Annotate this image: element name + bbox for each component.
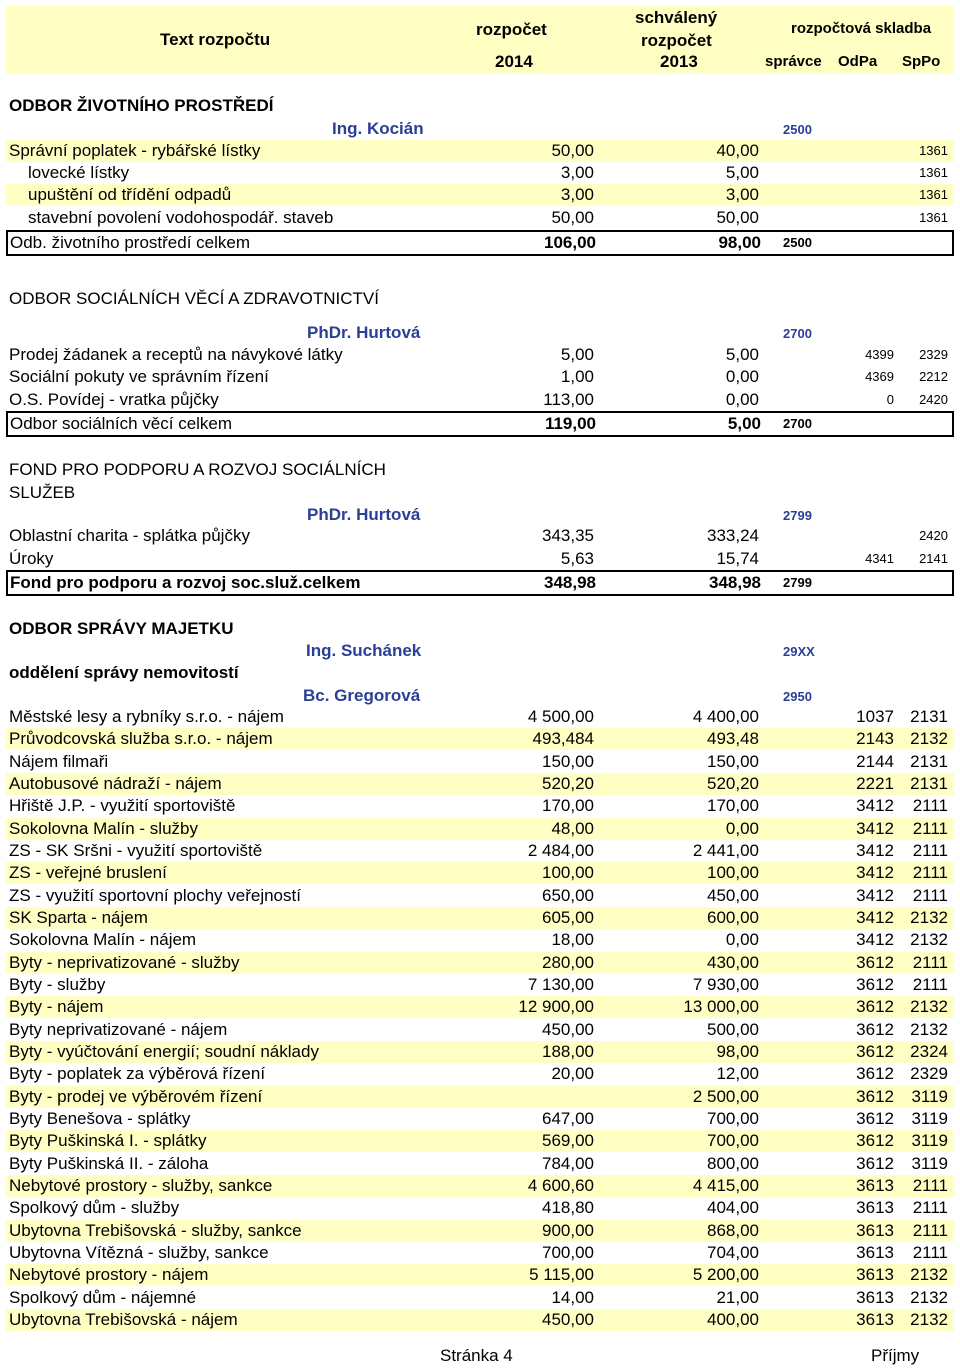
table-row <box>6 862 954 884</box>
table-row: Oblastní charita - splátka půjčky 343,35 333,24 2420 <box>9 526 948 545</box>
table-row <box>6 907 954 929</box>
table-row: upuštění od třídění odpadů 3,00 3,00 1361 <box>6 184 954 206</box>
cell-v2014: 18,00 <box>551 930 594 950</box>
table-row: Správní poplatek - rybářské lístky 50,00 40,00 1361 <box>6 140 954 162</box>
header-spo: SpPo <box>902 53 941 70</box>
table-row <box>6 706 954 728</box>
section-title-property: ODBOR SPRÁVY MAJETKU <box>9 619 234 638</box>
cell-v2013: 404,00 <box>707 1198 759 1218</box>
section-title-fund-1: FOND PRO PODPORU A ROZVOJ SOCIÁLNÍCH <box>9 460 386 479</box>
cell-odpa: 2144 <box>856 751 894 771</box>
cell-v2013: 7 930,00 <box>692 974 759 994</box>
cell-v2013: 2 500,00 <box>692 1086 759 1106</box>
cell-v2014: 450,00 <box>542 1309 594 1329</box>
section-subtitle-property: oddělení správy nemovitostí <box>9 663 239 682</box>
header-col2-line3: 2013 <box>660 52 698 71</box>
cell-label: ZS - využití sportovní plochy veřejností <box>9 885 301 905</box>
cell-v2013: 450,00 <box>707 885 759 905</box>
cell-v2014: 647,00 <box>542 1108 594 1128</box>
table-row <box>6 795 954 817</box>
cell-odpa: 3613 <box>856 1309 894 1329</box>
cell-v2013: 170,00 <box>707 796 759 816</box>
cell-odpa: 3412 <box>856 907 894 927</box>
table-row <box>6 1220 954 1242</box>
cell-odpa: 2143 <box>856 729 894 749</box>
cell-odpa: 3612 <box>856 974 894 994</box>
cell-spo: 2132 <box>910 1309 948 1329</box>
header-budget-group: rozpočtová skladba <box>791 20 932 37</box>
cell-spo: 2132 <box>910 907 948 927</box>
cell-v2014: 4 500,00 <box>527 707 594 726</box>
cell-spo: 2132 <box>910 930 948 950</box>
cell-v2013: 800,00 <box>707 1153 759 1173</box>
table-row <box>6 1130 954 1152</box>
cell-v2013: 150,00 <box>707 751 759 771</box>
cell-label: Byty - prodej ve výběrovém řízení <box>9 1086 263 1106</box>
cell-v2014: 900,00 <box>542 1220 594 1240</box>
cell-label: Byty neprivatizované - nájem <box>9 1019 228 1039</box>
cell-v2014: 7 130,00 <box>527 974 594 994</box>
cell-v2013: 98,00 <box>716 1041 759 1061</box>
table-row <box>6 1063 954 1085</box>
page-number: Stránka 4 <box>440 1346 513 1365</box>
section-person2-property: Bc. Gregorová <box>303 686 421 705</box>
cell-odpa: 3613 <box>856 1287 894 1307</box>
cell-spo: 2111 <box>912 1198 948 1218</box>
cell-odpa: 3412 <box>856 885 894 905</box>
table-row <box>6 1287 954 1309</box>
cell-v2014: 493,484 <box>532 729 594 749</box>
cell-spo: 2111 <box>912 974 948 994</box>
cell-odpa: 3612 <box>856 1108 894 1128</box>
cell-label: Nebytové prostory - nájem <box>9 1265 209 1285</box>
cell-odpa: 3612 <box>856 1064 894 1084</box>
cell-odpa: 3412 <box>856 818 894 838</box>
cell-v2013: 0,00 <box>725 930 759 950</box>
section-title-social: ODBOR SOCIÁLNÍCH VĚCÍ A ZDRAVOTNICTVÍ <box>9 289 379 308</box>
table-row <box>6 974 954 996</box>
header-col2-line1: schválený <box>635 8 718 27</box>
cell-v2013: 13 000,00 <box>683 997 759 1017</box>
cell-spo: 2329 <box>910 1064 948 1084</box>
cell-odpa: 3412 <box>856 840 894 860</box>
cell-odpa: 3612 <box>856 1153 894 1173</box>
cell-v2014: 700,00 <box>542 1242 594 1262</box>
cell-v2013: 100,00 <box>707 863 759 883</box>
cell-spo: 2132 <box>910 1019 948 1039</box>
table-row <box>6 1175 954 1197</box>
section-title-env: ODBOR ŽIVOTNÍHO PROSTŘEDÍ <box>9 96 274 115</box>
cell-v2014: 14,00 <box>551 1287 594 1307</box>
table-row: Sociální pokuty ve správním řízení 1,00 0,00 4369 2212 <box>9 367 948 386</box>
cell-spo: 3119 <box>911 1108 948 1128</box>
section-code-property: 29XX <box>783 644 815 659</box>
cell-label: Spolkový dům - služby <box>9 1198 180 1218</box>
cell-v2014: 418,80 <box>542 1198 594 1218</box>
cell-v2013: 400,00 <box>707 1309 759 1329</box>
cell-v2013: 0,00 <box>725 818 759 838</box>
table-row: Úroky 5,63 15,74 4341 2141 <box>9 549 948 568</box>
table-row <box>6 952 954 974</box>
cell-odpa: 3612 <box>856 952 894 972</box>
table-row <box>6 751 954 773</box>
cell-v2013: 868,00 <box>707 1220 759 1240</box>
cell-odpa: 3613 <box>856 1175 894 1195</box>
cell-label: Městské lesy a rybníky s.r.o. - nájem <box>9 707 284 726</box>
cell-odpa: 3612 <box>856 1041 894 1061</box>
cell-odpa: 3612 <box>856 997 894 1017</box>
cell-v2014: 12 900,00 <box>518 997 594 1017</box>
cell-spo: 2111 <box>912 1220 948 1240</box>
header-col1-line2: 2014 <box>495 52 533 71</box>
cell-v2014: 280,00 <box>542 952 594 972</box>
cell-v2014: 520,20 <box>542 773 594 793</box>
cell-spo: 2111 <box>912 840 948 860</box>
cell-spo: 2131 <box>910 773 948 793</box>
cell-spo: 2111 <box>912 1242 948 1262</box>
cell-label: Hřiště J.P. - využití sportoviště <box>9 796 236 816</box>
table-row <box>6 1108 954 1130</box>
section-person-social: PhDr. Hurtová <box>307 323 421 342</box>
cell-odpa: 3613 <box>856 1198 894 1218</box>
table-row <box>6 1019 954 1041</box>
section-person-env: Ing. Kocián <box>332 119 424 138</box>
section-person-property: Ing. Suchánek <box>306 641 422 660</box>
cell-v2014: 188,00 <box>542 1041 594 1061</box>
cell-v2014: 20,00 <box>551 1064 594 1084</box>
cell-v2013: 520,20 <box>707 773 759 793</box>
cell-spo: 2132 <box>910 1265 948 1285</box>
cell-spo: 2111 <box>912 1175 948 1195</box>
cell-v2013: 704,00 <box>707 1242 759 1262</box>
table-row <box>6 1041 954 1063</box>
header-odpa: OdPa <box>838 53 878 70</box>
cell-label: Průvodcovská služba s.r.o. - nájem <box>9 729 273 749</box>
cell-odpa: 3612 <box>856 1019 894 1039</box>
cell-label: ZS - SK Sršni - využití sportoviště <box>9 840 263 860</box>
cell-label: Ubytovna Vítězná - služby, sankce <box>9 1242 269 1262</box>
cell-odpa: 3412 <box>856 930 894 950</box>
cell-spo: 3119 <box>911 1131 948 1151</box>
cell-label: Ubytovna Trebišovská - nájem <box>9 1309 238 1329</box>
cell-v2014: 150,00 <box>542 751 594 771</box>
cell-odpa: 3613 <box>856 1265 894 1285</box>
table-row <box>6 929 954 951</box>
section-total-env: Odb. životního prostředí celkem 106,00 98,00 2500 <box>6 230 954 256</box>
table-row: Prodej žádanek a receptů na návykové látky 5,00 5,00 4399 2329 <box>9 345 948 364</box>
section-code2-property: 2950 <box>783 689 812 704</box>
cell-v2014: 569,00 <box>542 1131 594 1151</box>
header-col1-line1: rozpočet <box>476 20 547 39</box>
table-row <box>6 818 954 840</box>
cell-label: Ubytovna Trebišovská - služby, sankce <box>9 1220 302 1240</box>
header-col2-line2: rozpočet <box>641 31 712 50</box>
table-row <box>6 773 954 795</box>
section-person-fund: PhDr. Hurtová <box>307 505 421 524</box>
cell-v2013: 700,00 <box>707 1131 759 1151</box>
table-row <box>6 1242 954 1264</box>
section-title-fund-2: SLUŽEB <box>9 483 76 502</box>
cell-spo: 2111 <box>912 818 948 838</box>
header-spravce: správce <box>765 53 822 70</box>
cell-spo: 2111 <box>912 863 948 883</box>
cell-odpa: 1037 <box>856 707 894 726</box>
cell-v2013: 600,00 <box>707 907 759 927</box>
cell-spo: 3119 <box>911 1086 948 1106</box>
cell-odpa: 3612 <box>856 1086 894 1106</box>
cell-v2013: 4 400,00 <box>692 707 759 726</box>
table-row <box>6 1309 954 1331</box>
table-row <box>6 1153 954 1175</box>
table-row <box>6 840 954 862</box>
cell-label: SK Sparta - nájem <box>9 907 148 927</box>
cell-spo: 2111 <box>912 796 948 816</box>
cell-spo: 2131 <box>910 707 948 726</box>
cell-odpa: 3613 <box>856 1242 894 1262</box>
cell-label: Spolkový dům - nájemné <box>9 1287 197 1307</box>
cell-v2014: 784,00 <box>542 1153 594 1173</box>
cell-label: Byty - neprivatizované - služby <box>9 952 240 972</box>
section-code-env: 2500 <box>783 122 812 137</box>
cell-v2013: 500,00 <box>707 1019 759 1039</box>
cell-v2013: 700,00 <box>707 1108 759 1128</box>
cell-v2014: 48,00 <box>551 818 594 838</box>
table-row: lovecké lístky 3,00 5,00 1361 <box>28 163 948 182</box>
cell-spo: 2132 <box>910 997 948 1017</box>
cell-v2014: 450,00 <box>542 1019 594 1039</box>
cell-label: Sokolovna Malín - služby <box>9 818 198 838</box>
cell-odpa: 2221 <box>856 773 894 793</box>
table-row <box>6 1197 954 1219</box>
cell-spo: 2132 <box>910 729 948 749</box>
cell-odpa: 3412 <box>856 796 894 816</box>
cell-v2013: 493,48 <box>707 729 759 749</box>
section-total-fund: Fond pro podporu a rozvoj soc.služ.celkem 348,98 348,98 2799 <box>6 570 954 596</box>
cell-label: Byty Puškinská I. - splátky <box>9 1131 207 1151</box>
cell-spo: 2324 <box>910 1041 948 1061</box>
cell-odpa: 3612 <box>856 1131 894 1151</box>
table-row <box>6 996 954 1018</box>
cell-spo: 2131 <box>910 751 948 771</box>
cell-v2014: 650,00 <box>542 885 594 905</box>
section-code-fund: 2799 <box>783 508 812 523</box>
cell-label: Nebytové prostory - služby, sankce <box>9 1175 273 1195</box>
cell-label: ZS - veřejné bruslení <box>9 863 167 883</box>
cell-label: Byty - vyúčtování energií; soudní náklady <box>9 1041 319 1061</box>
cell-v2013: 2 441,00 <box>692 840 759 860</box>
cell-v2014: 170,00 <box>542 796 594 816</box>
table-row <box>6 728 954 750</box>
cell-v2013: 5 200,00 <box>692 1265 759 1285</box>
cell-v2014: 2 484,00 <box>527 840 594 860</box>
cell-v2014: 605,00 <box>542 907 594 927</box>
table-header <box>6 6 954 74</box>
cell-v2013: 430,00 <box>707 952 759 972</box>
cell-label: Sokolovna Malín - nájem <box>9 930 197 950</box>
cell-label: Byty - nájem <box>9 997 104 1017</box>
cell-v2013: 4 415,00 <box>692 1175 759 1195</box>
table-row: O.S. Povídej - vratka půjčky 113,00 0,00 0 2420 <box>9 390 948 409</box>
cell-odpa: 3412 <box>856 863 894 883</box>
table-row <box>6 1264 954 1286</box>
cell-label: Byty Benešova - splátky <box>9 1108 191 1128</box>
page-section: Příjmy <box>871 1346 920 1365</box>
cell-v2014: 100,00 <box>542 863 594 883</box>
cell-label: Autobusové nádraží - nájem <box>9 773 222 793</box>
header-text-col: Text rozpočtu <box>160 30 271 49</box>
cell-spo: 2111 <box>912 885 948 905</box>
section-total-social: Odbor sociálních věcí celkem 119,00 5,00 2700 <box>6 411 954 437</box>
cell-label: Nájem filmaři <box>9 751 109 771</box>
cell-label: Byty - poplatek za výběrová řízení <box>9 1064 266 1084</box>
cell-v2013: 21,00 <box>716 1287 759 1307</box>
cell-odpa: 3613 <box>856 1220 894 1240</box>
table-row <box>6 885 954 907</box>
cell-spo: 2111 <box>912 952 948 972</box>
cell-v2013: 12,00 <box>716 1064 759 1084</box>
table-row <box>6 1086 954 1108</box>
cell-v2014: 5 115,00 <box>529 1265 594 1285</box>
cell-label: Byty Puškinská II. - záloha <box>9 1153 209 1173</box>
cell-v2014: 4 600,60 <box>527 1175 594 1195</box>
table-row: stavební povolení vodohospodář. staveb 50,00 50,00 1361 <box>28 208 948 227</box>
cell-spo: 2132 <box>910 1287 948 1307</box>
section-code-social: 2700 <box>783 326 812 341</box>
cell-spo: 3119 <box>911 1153 948 1173</box>
cell-label: Byty - služby <box>9 974 106 994</box>
